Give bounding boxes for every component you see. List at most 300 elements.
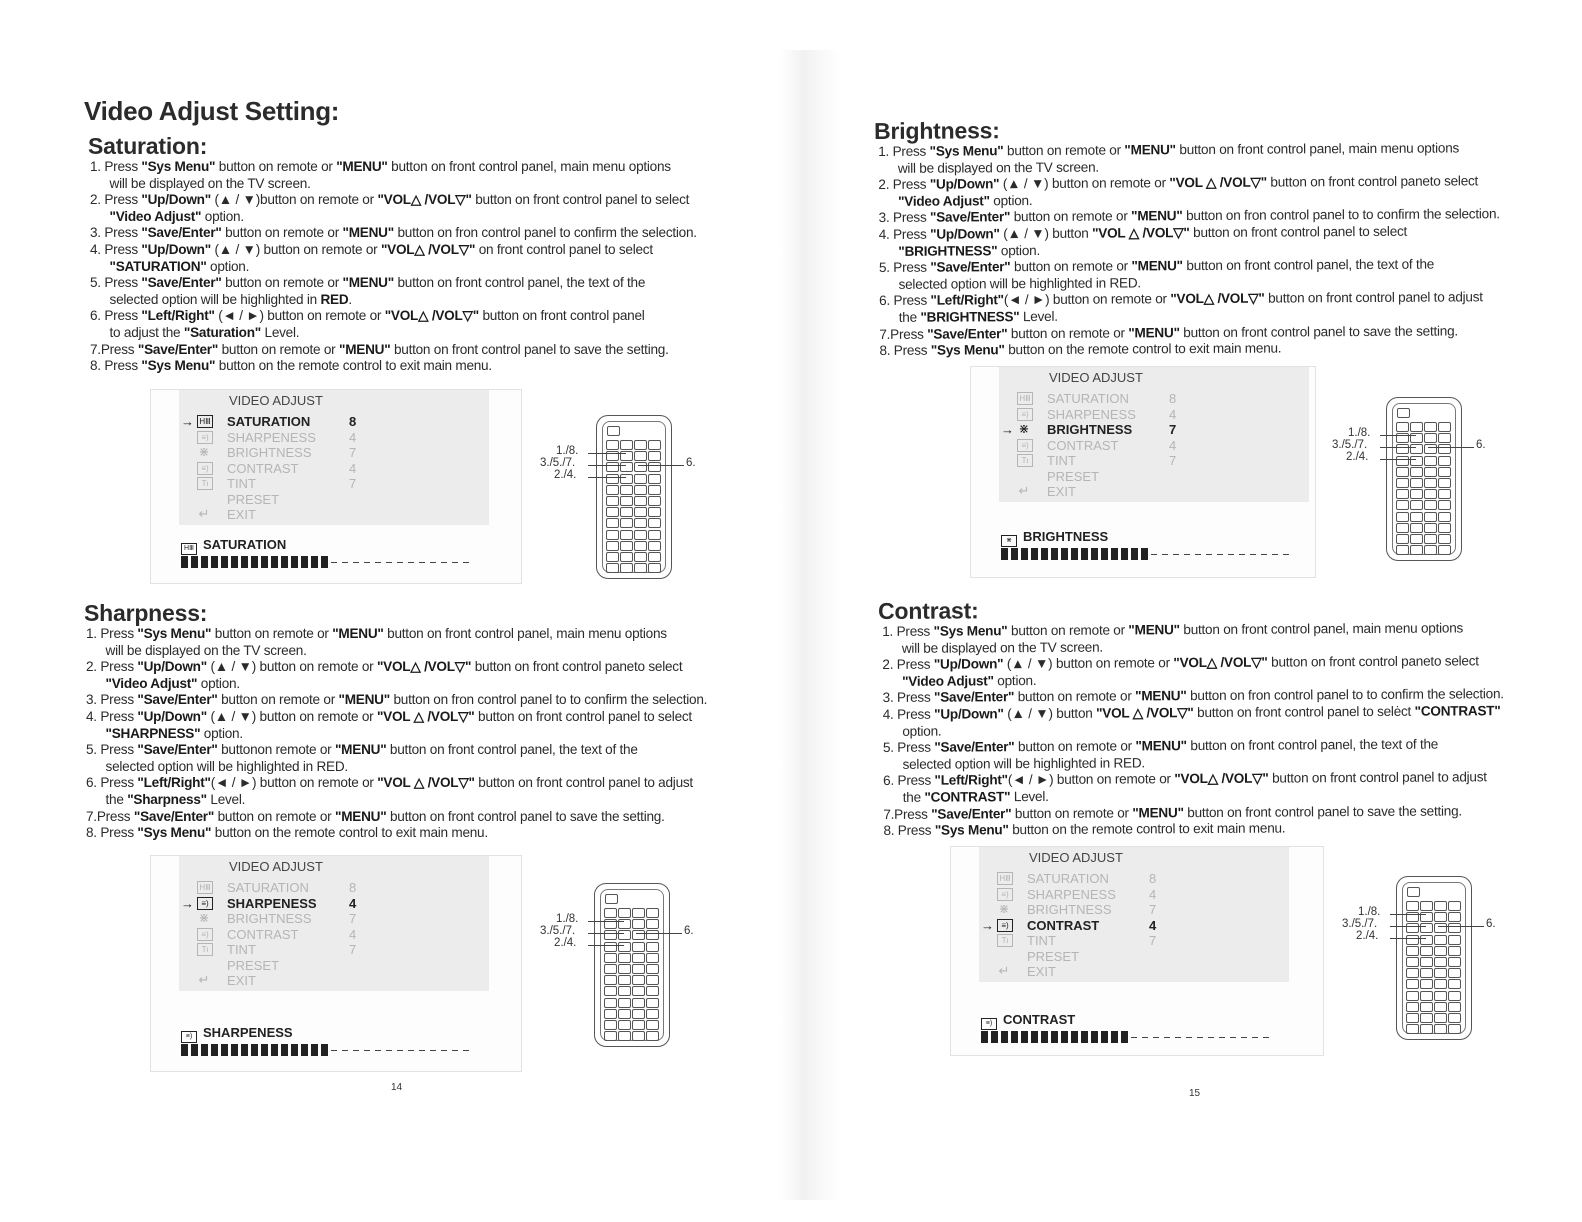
- remote-button: [1396, 422, 1409, 432]
- osd-menu-item: [999, 407, 1299, 422]
- saturation-section: [88, 133, 778, 375]
- remote-label-updown: 2./4.: [554, 469, 577, 481]
- pointer-arrow-icon: →: [1001, 422, 1014, 437]
- remote-button: [1396, 444, 1409, 454]
- remote-button: [1410, 422, 1423, 432]
- step-text: button on front control panel, main menu options: [1179, 620, 1464, 638]
- osd-item-value: 4: [1169, 406, 1177, 422]
- level-block-empty: [364, 562, 370, 563]
- level-block-empty: [1197, 1037, 1203, 1038]
- osd-footer-text: SATURATION: [203, 537, 287, 552]
- step-text: 6. Press: [90, 308, 142, 324]
- level-block-filled: [1021, 548, 1028, 560]
- step-line: [90, 308, 778, 325]
- osd-item-label: EXIT: [1027, 964, 1056, 979]
- remote-power-button: [1407, 887, 1420, 897]
- remote-label-enter: 3./5./7.: [540, 925, 576, 937]
- osd-item-label: TINT: [1047, 453, 1076, 468]
- step-text: will be displayed on the TV screen.: [102, 642, 307, 658]
- remote-button: [1424, 433, 1437, 443]
- bold-term: "Sys Menu": [929, 143, 1004, 159]
- step-text: will be displayed on the TV screen.: [106, 175, 311, 191]
- osd-item-value: 8: [349, 880, 357, 895]
- osd-screen-sharpness: [150, 855, 522, 1072]
- bold-term: "MENU": [1131, 258, 1183, 274]
- level-block-filled: [251, 556, 258, 568]
- step-text: 6. Press: [883, 773, 935, 789]
- level-block-filled: [1071, 548, 1078, 560]
- level-block-empty: [1217, 554, 1223, 555]
- level-block-filled: [1011, 548, 1018, 560]
- remote-button: [620, 496, 633, 506]
- osd-item-label: SATURATION: [227, 880, 309, 895]
- bold-term: "VOL △ /VOL▽": [376, 708, 475, 724]
- bold-term: "MENU": [1128, 622, 1180, 638]
- remote-body: [596, 415, 672, 579]
- remote-button: [1434, 979, 1447, 989]
- remote-button: [1420, 979, 1433, 989]
- page-number-right: 15: [1189, 1088, 1201, 1099]
- step-text: Level.: [1010, 788, 1049, 805]
- bold-term: "Video Adjust": [897, 193, 990, 209]
- remote-button: [604, 908, 617, 918]
- step-line: [90, 259, 778, 276]
- remote-button: [1448, 946, 1461, 956]
- step-text: selected option will be highlighted in RED.: [898, 755, 1145, 772]
- remote-button: [1448, 957, 1461, 967]
- step-text: 4. Press: [90, 241, 142, 257]
- step-line: [86, 726, 774, 743]
- step-text: button on front control panel to adjust: [1268, 769, 1487, 786]
- step-text: (▲ / ▼)button on remote or: [210, 192, 378, 208]
- leader-line: [1438, 926, 1484, 927]
- level-block-empty: [1252, 1037, 1258, 1038]
- bold-term: "VOL △ /VOL▽": [1092, 225, 1190, 241]
- leader-line: [1380, 435, 1416, 436]
- tint-icon: Tι: [1017, 454, 1033, 467]
- level-block-empty: [386, 1050, 392, 1051]
- brightness-sun-icon: ⋇: [1001, 535, 1017, 547]
- remote-button: [1424, 467, 1437, 477]
- remote-button: [1410, 534, 1423, 544]
- remote-button: [1410, 478, 1423, 488]
- level-block-empty: [353, 1050, 359, 1051]
- step-line: [90, 176, 778, 193]
- bold-term: "Up/Down": [930, 226, 1000, 242]
- step-text: 1. Press: [86, 626, 138, 641]
- level-block-filled: [281, 1044, 288, 1056]
- leader-line: [1390, 926, 1426, 927]
- step-text: 4. Press: [878, 226, 931, 242]
- contrast-icon: ≡): [1017, 439, 1033, 452]
- step-text: option.: [206, 258, 250, 274]
- osd-item-label: CONTRAST: [1047, 437, 1119, 453]
- remote-button: [1406, 991, 1419, 1001]
- remote-button: [1434, 912, 1447, 922]
- step-text: button on front control panel: [478, 308, 645, 324]
- step-text: button on remote or: [1014, 688, 1136, 705]
- step-text: option.: [898, 723, 942, 739]
- remote-button: [1424, 500, 1437, 510]
- remote-button: [620, 518, 633, 528]
- step-text: (▲ / ▼) button: [1003, 705, 1097, 722]
- level-block-filled: [1141, 548, 1148, 560]
- step-text: button on front control panel, the text of the: [1186, 736, 1439, 754]
- step-text: button on remote or: [1007, 324, 1129, 341]
- level-block-filled: [1111, 1031, 1118, 1043]
- remote-button: [634, 530, 647, 540]
- step-text: 8. Press: [86, 825, 138, 841]
- step-text: 6. Press: [879, 293, 931, 309]
- remote-button: [1420, 957, 1433, 967]
- bold-term: "MENU": [1132, 804, 1184, 820]
- remote-button: [646, 942, 659, 952]
- bold-term: "Save/Enter": [929, 209, 1011, 226]
- level-block-empty: [419, 562, 425, 563]
- step-text: (▲ / ▼) button: [999, 225, 1093, 242]
- step-text: (▲ / ▼) button on remote or: [206, 659, 377, 675]
- osd-item-value: 4: [349, 926, 357, 942]
- level-block-filled: [1051, 1031, 1058, 1043]
- level-block-filled: [281, 556, 288, 568]
- step-text: button on front control panel to adjust: [474, 775, 693, 791]
- osd-item-label: EXIT: [227, 973, 256, 988]
- step-text: (▲ / ▼) button on remote or: [210, 241, 381, 257]
- step-text: option.: [997, 242, 1040, 258]
- osd-screen-contrast: [950, 846, 1324, 1056]
- remote-label-updown: 2./4.: [1346, 451, 1369, 463]
- bold-term: "Sys Menu": [930, 342, 1005, 358]
- level-block-empty: [1272, 554, 1278, 555]
- exit-return-icon: ↵: [198, 972, 210, 987]
- osd-menu-item: [979, 871, 1279, 886]
- remote-button: [1424, 422, 1437, 432]
- level-block-empty: [1184, 554, 1190, 555]
- remote-button: [648, 507, 661, 517]
- step-text: Level.: [260, 324, 300, 340]
- leader-line: [636, 933, 682, 934]
- remote-button: [1424, 489, 1437, 499]
- remote-button: [620, 552, 633, 562]
- level-block-empty: [452, 1050, 458, 1051]
- step-line: [879, 339, 1565, 360]
- osd-title: VIDEO ADJUST: [1049, 370, 1143, 385]
- step-text: 2. Press: [882, 656, 934, 673]
- osd-title: VIDEO ADJUST: [1029, 850, 1123, 865]
- step-text: button on remote or: [1010, 258, 1132, 275]
- leader-line: [1390, 938, 1426, 939]
- leader-line: [588, 465, 626, 466]
- remote-button: [606, 552, 619, 562]
- level-block-filled: [261, 1044, 268, 1056]
- saturation-icon: HⅢ: [197, 881, 213, 894]
- step-text: button on front control panel to save the setting.: [386, 808, 665, 824]
- remote-button: [1448, 912, 1461, 922]
- saturation-icon: HⅢ: [197, 415, 213, 428]
- step-text: 6. Press: [86, 775, 138, 791]
- level-block-filled: [201, 556, 208, 568]
- remote-button: [606, 462, 619, 472]
- bold-term: "Sys Menu": [934, 822, 1009, 838]
- remote-button: [1410, 512, 1423, 522]
- contrast-icon: ≡): [981, 1018, 997, 1030]
- level-block-empty: [430, 1050, 436, 1051]
- level-block-empty: [342, 562, 348, 563]
- osd-item-value: 8: [349, 414, 357, 429]
- level-block-filled: [191, 556, 198, 568]
- bold-term: "SATURATION": [109, 258, 207, 274]
- osd-item-label: SHARPENESS: [1027, 886, 1116, 902]
- bold-term: "Up/Down": [141, 192, 211, 208]
- brightness-section: [874, 114, 1565, 360]
- step-text: button on front control paneto select: [471, 659, 683, 675]
- remote-button: [1396, 489, 1409, 499]
- step-text: button on front control panel to select: [1189, 223, 1408, 241]
- remote-button: [1448, 1013, 1461, 1023]
- step-line: [86, 742, 774, 759]
- osd-item-value: 4: [1169, 437, 1177, 453]
- step-text: 3. Press: [86, 692, 138, 708]
- level-block-empty: [375, 1050, 381, 1051]
- level-block-empty: [408, 1050, 414, 1051]
- bold-term: "Save/Enter": [933, 689, 1015, 706]
- step-text: button on front control panel to select: [474, 708, 692, 724]
- osd-menu-item: [179, 492, 479, 507]
- osd-item-label: TINT: [1027, 933, 1056, 948]
- remote-button: [1434, 946, 1447, 956]
- pointer-arrow-icon: →: [981, 917, 994, 933]
- step-text: 5. Press: [878, 259, 931, 276]
- remote-button: [1424, 523, 1437, 533]
- osd-footer-label: [981, 1012, 1075, 1029]
- section-heading: Sharpness:: [84, 600, 208, 626]
- remote-button: [1420, 901, 1433, 911]
- osd-menu-item: [979, 918, 1279, 933]
- osd-item-value: 7: [1169, 422, 1177, 437]
- remote-button: [618, 953, 631, 963]
- osd-item-label: BRIGHTNESS: [1047, 422, 1133, 437]
- level-block-empty: [331, 1050, 337, 1051]
- remote-button: [646, 919, 659, 929]
- step-text: option.: [993, 672, 1037, 689]
- remote-label-enter: 3./5./7.: [1342, 918, 1378, 930]
- remote-button: [1406, 901, 1419, 911]
- saturation-icon: HⅢ: [1017, 392, 1033, 405]
- bold-term: "Left/Right": [930, 292, 1004, 309]
- remote-button: [1406, 979, 1419, 989]
- step-text: button on front control paneto select: [1266, 173, 1479, 190]
- level-block-empty: [1263, 1037, 1269, 1038]
- level-block-filled: [1001, 548, 1008, 560]
- osd-title: VIDEO ADJUST: [229, 393, 323, 408]
- remote-button: [632, 1020, 645, 1030]
- bold-term: "MENU": [1135, 688, 1187, 704]
- remote-button: [606, 563, 619, 573]
- remote-button: [632, 1009, 645, 1019]
- remote-label-menu: 1./8.: [1348, 427, 1371, 439]
- step-line: [90, 242, 778, 259]
- remote-button: [1448, 1002, 1461, 1012]
- level-bar: [181, 1044, 474, 1056]
- osd-footer-label: [1001, 529, 1108, 546]
- remote-button: [648, 496, 661, 506]
- bold-term: "Save/Enter": [931, 805, 1012, 822]
- sharpness-icon: ≡): [197, 897, 213, 910]
- remote-button: [632, 986, 645, 996]
- remote-button: [1448, 1024, 1461, 1034]
- step-text: button on remote or: [217, 692, 339, 708]
- tint-icon: Tι: [997, 934, 1013, 947]
- remote-button: [620, 462, 633, 472]
- remote-button: [1410, 545, 1423, 555]
- osd-item-label: CONTRAST: [227, 460, 299, 476]
- remote-button: [646, 986, 659, 996]
- tint-icon: Tι: [197, 943, 213, 956]
- level-block-empty: [408, 562, 414, 563]
- remote-button: [618, 998, 631, 1008]
- tint-icon: Tι: [197, 477, 213, 490]
- remote-button: [1438, 422, 1451, 432]
- bold-term: "Left/Right": [934, 772, 1008, 789]
- step-line: [86, 659, 774, 676]
- remote-button: [1406, 968, 1419, 978]
- step-line: [90, 159, 778, 176]
- step-text: button on remote or: [218, 341, 339, 357]
- remote-button: [1448, 991, 1461, 1001]
- level-block-empty: [1219, 1037, 1225, 1038]
- osd-menu-item: [979, 887, 1279, 902]
- step-text: button on remote or: [221, 275, 343, 291]
- remote-button: [632, 930, 645, 940]
- remote-button: [1434, 1002, 1447, 1012]
- remote-button: [1434, 1013, 1447, 1023]
- remote-button: [648, 462, 661, 472]
- osd-footer-label: [181, 1025, 293, 1042]
- bold-term: "Up/Down": [929, 176, 1000, 192]
- remote-button: [1438, 467, 1451, 477]
- remote-button: [606, 530, 619, 540]
- remote-button: [1438, 433, 1451, 443]
- step-text: (◄ / ►) button on remote or: [1007, 771, 1175, 788]
- step-text: 8. Press: [879, 342, 931, 359]
- remote-button: [1424, 478, 1437, 488]
- remote-button: [1420, 1013, 1433, 1023]
- remote-button: [620, 530, 633, 540]
- remote-button: [1424, 444, 1437, 454]
- bold-term: "Video Adjust": [109, 208, 202, 224]
- osd-item-label: EXIT: [1047, 484, 1076, 499]
- level-block-empty: [430, 562, 436, 563]
- osd-item-label: BRIGHTNESS: [1027, 902, 1112, 917]
- level-block-empty: [397, 562, 403, 563]
- level-bar: [181, 556, 474, 568]
- remote-button: [620, 485, 633, 495]
- bold-term: "VOL △ /VOL▽": [1169, 174, 1267, 191]
- remote-button: [604, 930, 617, 940]
- leader-line: [588, 945, 624, 946]
- step-text: button on the remote control to exit main menu.: [1004, 340, 1282, 358]
- remote-body: [1386, 397, 1462, 561]
- remote-button: [606, 485, 619, 495]
- sharpness-icon: ≡): [181, 1031, 197, 1043]
- step-line: [90, 358, 778, 375]
- osd-item-value: 4: [1149, 886, 1157, 902]
- osd-footer-text: BRIGHTNESS: [1023, 529, 1109, 544]
- bold-term: "Save/Enter": [141, 275, 222, 291]
- osd-item-value: 4: [349, 460, 357, 476]
- bold-term: "Save/Enter": [930, 259, 1011, 275]
- step-text: button on front control panel, main menu options: [387, 159, 671, 174]
- remote-button: [1438, 523, 1451, 533]
- step-text: option.: [197, 675, 240, 691]
- remote-button: [1448, 935, 1461, 945]
- remote-button: [1438, 478, 1451, 488]
- bold-term: "VOL△ /VOL▽": [1170, 290, 1265, 307]
- level-block-filled: [251, 1044, 258, 1056]
- remote-button: [1424, 545, 1437, 555]
- step-text: button on front control panel to adjust: [1264, 289, 1483, 306]
- level-block-empty: [1283, 554, 1289, 555]
- remote-button: [1438, 545, 1451, 555]
- remote-button: [606, 541, 619, 551]
- remote-button: [1438, 534, 1451, 544]
- remote-button: [646, 930, 659, 940]
- level-block-filled: [1021, 1031, 1028, 1043]
- remote-button: [1406, 1002, 1419, 1012]
- step-text: option.: [989, 192, 1033, 209]
- remote-button: [606, 440, 619, 450]
- remote-button: [632, 975, 645, 985]
- remote-button: [618, 908, 631, 918]
- level-block-empty: [386, 562, 392, 563]
- step-text: 8. Press: [883, 822, 935, 839]
- step-text: button on remote or: [1011, 804, 1133, 821]
- step-text: button on remote or: [1007, 622, 1129, 639]
- bold-term: "Save/Enter": [927, 325, 1008, 342]
- remote-button: [1434, 1024, 1447, 1034]
- step-text: button on the remote control to exit main menu.: [1008, 820, 1286, 838]
- remote-button: [634, 507, 647, 517]
- step-text: button on remote or: [1003, 142, 1125, 159]
- remote-button: [1406, 946, 1419, 956]
- osd-item-label: PRESET: [1047, 468, 1100, 484]
- bold-term: "VOL△ /VOL▽": [376, 659, 472, 675]
- remote-button: [1406, 1024, 1419, 1034]
- step-text: will be displayed on the TV screen.: [898, 639, 1103, 656]
- remote-button: [620, 507, 633, 517]
- remote-button: [632, 953, 645, 963]
- level-block-filled: [311, 1044, 318, 1056]
- remote-button: [1420, 1002, 1433, 1012]
- remote-label-updown: 2./4.: [554, 937, 577, 949]
- remote-button: [604, 953, 617, 963]
- remote-button: [1410, 467, 1423, 477]
- remote-button: [604, 942, 617, 952]
- remote-button: [646, 908, 659, 918]
- remote-body: [594, 883, 670, 1047]
- level-block-filled: [1031, 1031, 1038, 1043]
- step-text: .: [348, 291, 352, 307]
- remote-button: [632, 964, 645, 974]
- level-block-empty: [452, 562, 458, 563]
- remote-button: [634, 496, 647, 506]
- osd-item-label: PRESET: [1027, 948, 1080, 964]
- remote-button: [1438, 456, 1451, 466]
- level-block-filled: [1111, 548, 1118, 560]
- level-block-filled: [1061, 1031, 1068, 1043]
- brightness-sun-icon: ⋇: [998, 901, 1010, 916]
- step-text: the: [895, 309, 921, 325]
